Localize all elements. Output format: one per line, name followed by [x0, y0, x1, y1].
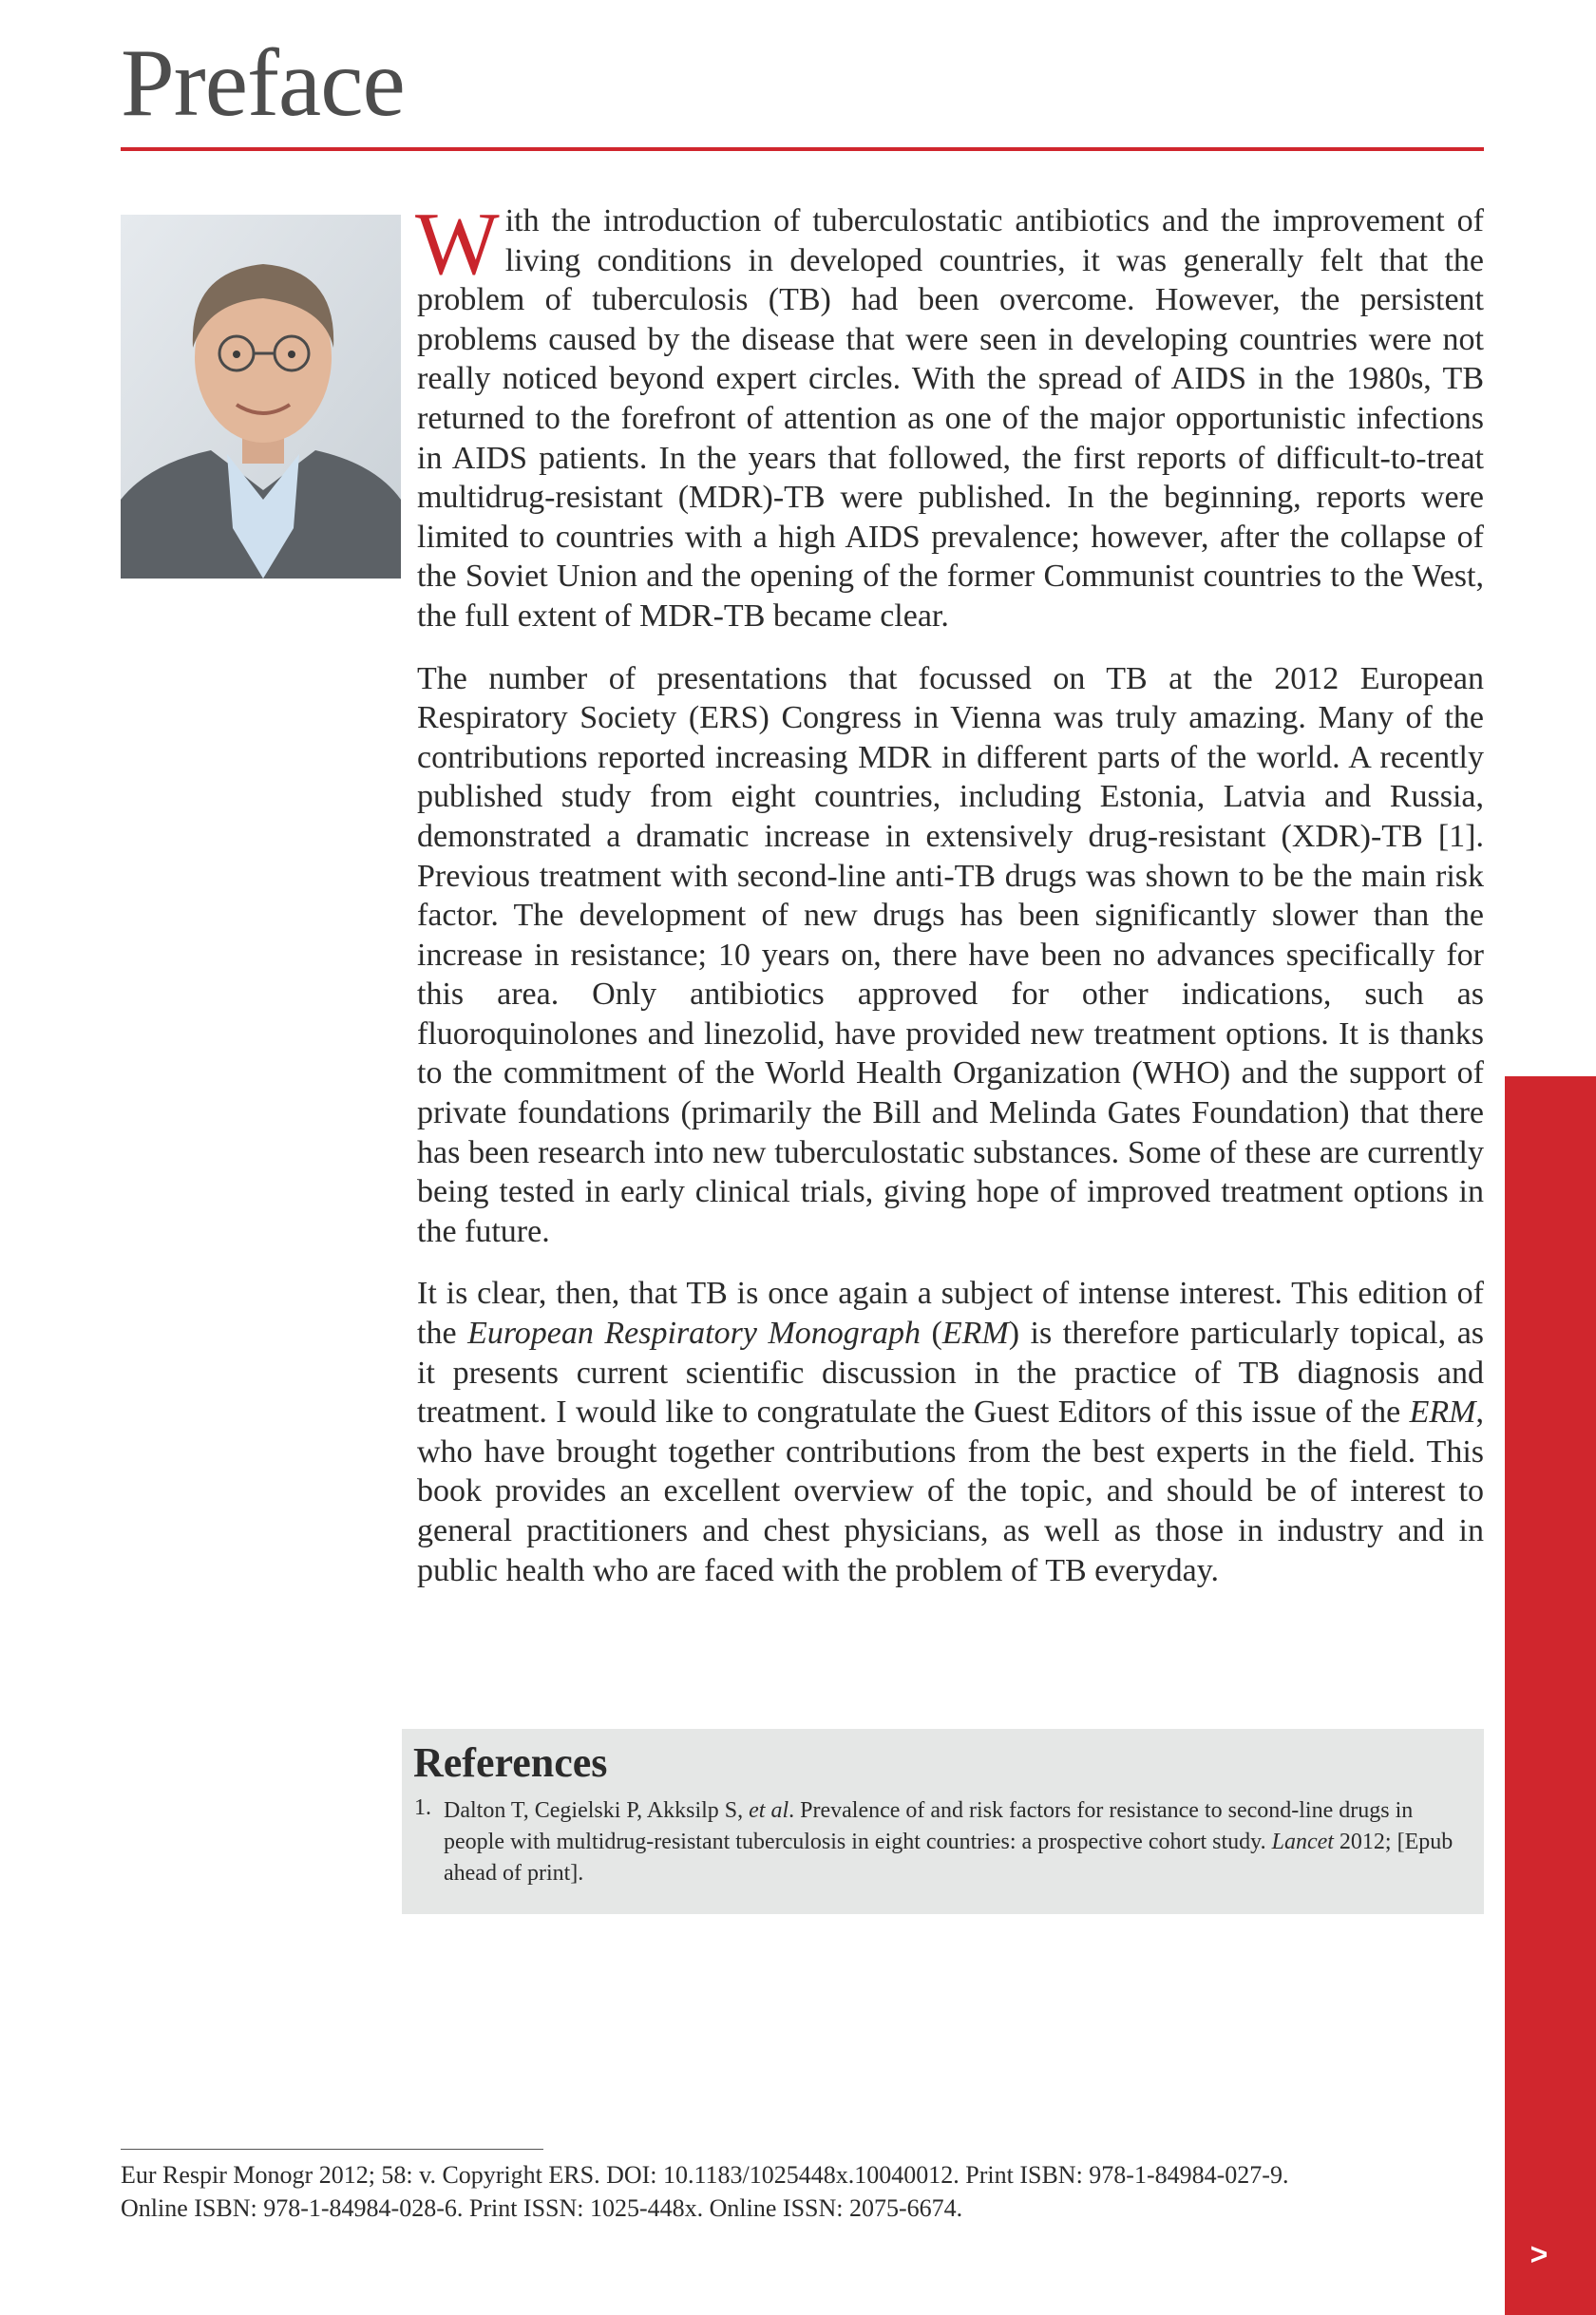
paragraph-3-text: , who have brought together contributions from the best experts in the field. This book provides an excellent overview of the topic, and should be of interest to general practitioners and chest physicians, as well as those in industry and in public health who are faced with the problem of TB everyday.	[417, 1395, 1484, 1588]
preface-body	[415, 195, 1485, 1613]
footnote-line-1: Eur Respir Monogr 2012; 58: v. Copyright ERS. DOI: 10.1183/1025448x.10040012. Print ISBN: 978-1-84984-027-9.	[121, 2161, 1289, 2189]
side-accent-bar	[1505, 1076, 1596, 2315]
author-photo	[121, 215, 401, 579]
reference-journal: Lancet	[1271, 1830, 1334, 1854]
footnote-line-2: Online ISBN: 978-1-84984-028-6. Print ISSN: 1025-448x. Online ISSN: 2075-6674.	[121, 2194, 963, 2222]
paragraph-3-text: (	[921, 1316, 942, 1352]
paragraph-3	[417, 1274, 1484, 1590]
reference-etal: et al	[749, 1798, 789, 1823]
paragraph-1	[415, 195, 1484, 636]
footnote	[121, 2158, 1451, 2225]
references-box	[402, 1729, 1484, 1914]
reference-authors: Dalton T, Cegielski P, Akksilp S,	[444, 1798, 750, 1823]
monograph-abbrev: ERM	[1409, 1395, 1476, 1431]
footnote-divider	[121, 2149, 543, 2150]
references-heading: References	[413, 1739, 608, 1786]
monograph-title: European Respiratory Monograph	[467, 1316, 922, 1352]
paragraph-3-text: It is clear, then, that TB is once again a subject of intense interest. This edition of the	[417, 1276, 1484, 1352]
reference-details: 2012; [Epub ahead of print].	[444, 1830, 1454, 1886]
paragraph-2: The number of presentations that focussed on TB at the 2012 European Respiratory Society (ERS) Congress in Vienna was truly amazing. Many of the contributions reported increasing MDR in different parts of the world. A recently published study from eight countries, including Estonia, Latvia and Russia, demonstrated a dramatic increase in extensively drug-resistant (XDR)-TB [1]. Previous treatment with second-line anti-TB drugs was shown to be the main risk factor. The development of new drugs has been significantly slower than the increase in resistance; 10 years on, there have been no advances specifically for this area. Only antibiotics approved for other indications, such as fluoroquinolones and linezolid, have provided new treatment options. It is thanks to the commitment of the World Health Organization (WHO) and the support of private foundations (primarily the Bill and Melinda Gates Foundation) that there has been research into new tuberculostatic substances. Some of these are currently being tested in early clinical trials, giving hope of improved treatment options in the future.	[417, 660, 1484, 1249]
paragraph-1-text: ith the introduction of tuberculostatic antibiotics and the improvement of living conditions in developed countries, it was generally felt that the problem of tuberculosis (TB) had been overcome. However, the persistent problems caused by the disease that were seen in developing countries were not really noticed beyond expert circles. With the spread of AIDS in the 1980s, TB returned to the forefront of attention as one of the major opportunistic infections in AIDS patients. In the years that followed, the first reports of difficult-to-treat multidrug-resistant (MDR)-TB were published. In the beginning, reports were limited to countries with a high AIDS prevalence; however, after the collapse of the Soviet Union and the opening of the former Communist countries to the West, the full extent of MDR-TB became clear.	[417, 203, 1484, 634]
reference-title: . Prevalence of and risk factors for resistance to second-line drugs in people with multidrug-resistant tuberculosis in eight countries: a prospective cohort study.	[444, 1798, 1414, 1854]
drop-cap: W	[415, 195, 500, 294]
page-number: >	[1530, 2237, 1548, 2271]
page-title: Preface	[121, 29, 405, 137]
monograph-abbrev: ERM	[941, 1316, 1009, 1352]
paragraph-3-text: ) is therefore particularly topical, as it presents current scientific discussion in the practice of TB diagnosis and treatment. I would like to congratulate the Guest Editors of this issue of the	[417, 1316, 1485, 1431]
reference-item	[444, 1795, 1470, 1889]
reference-number: 1.	[414, 1795, 431, 1820]
title-divider	[121, 147, 1484, 151]
